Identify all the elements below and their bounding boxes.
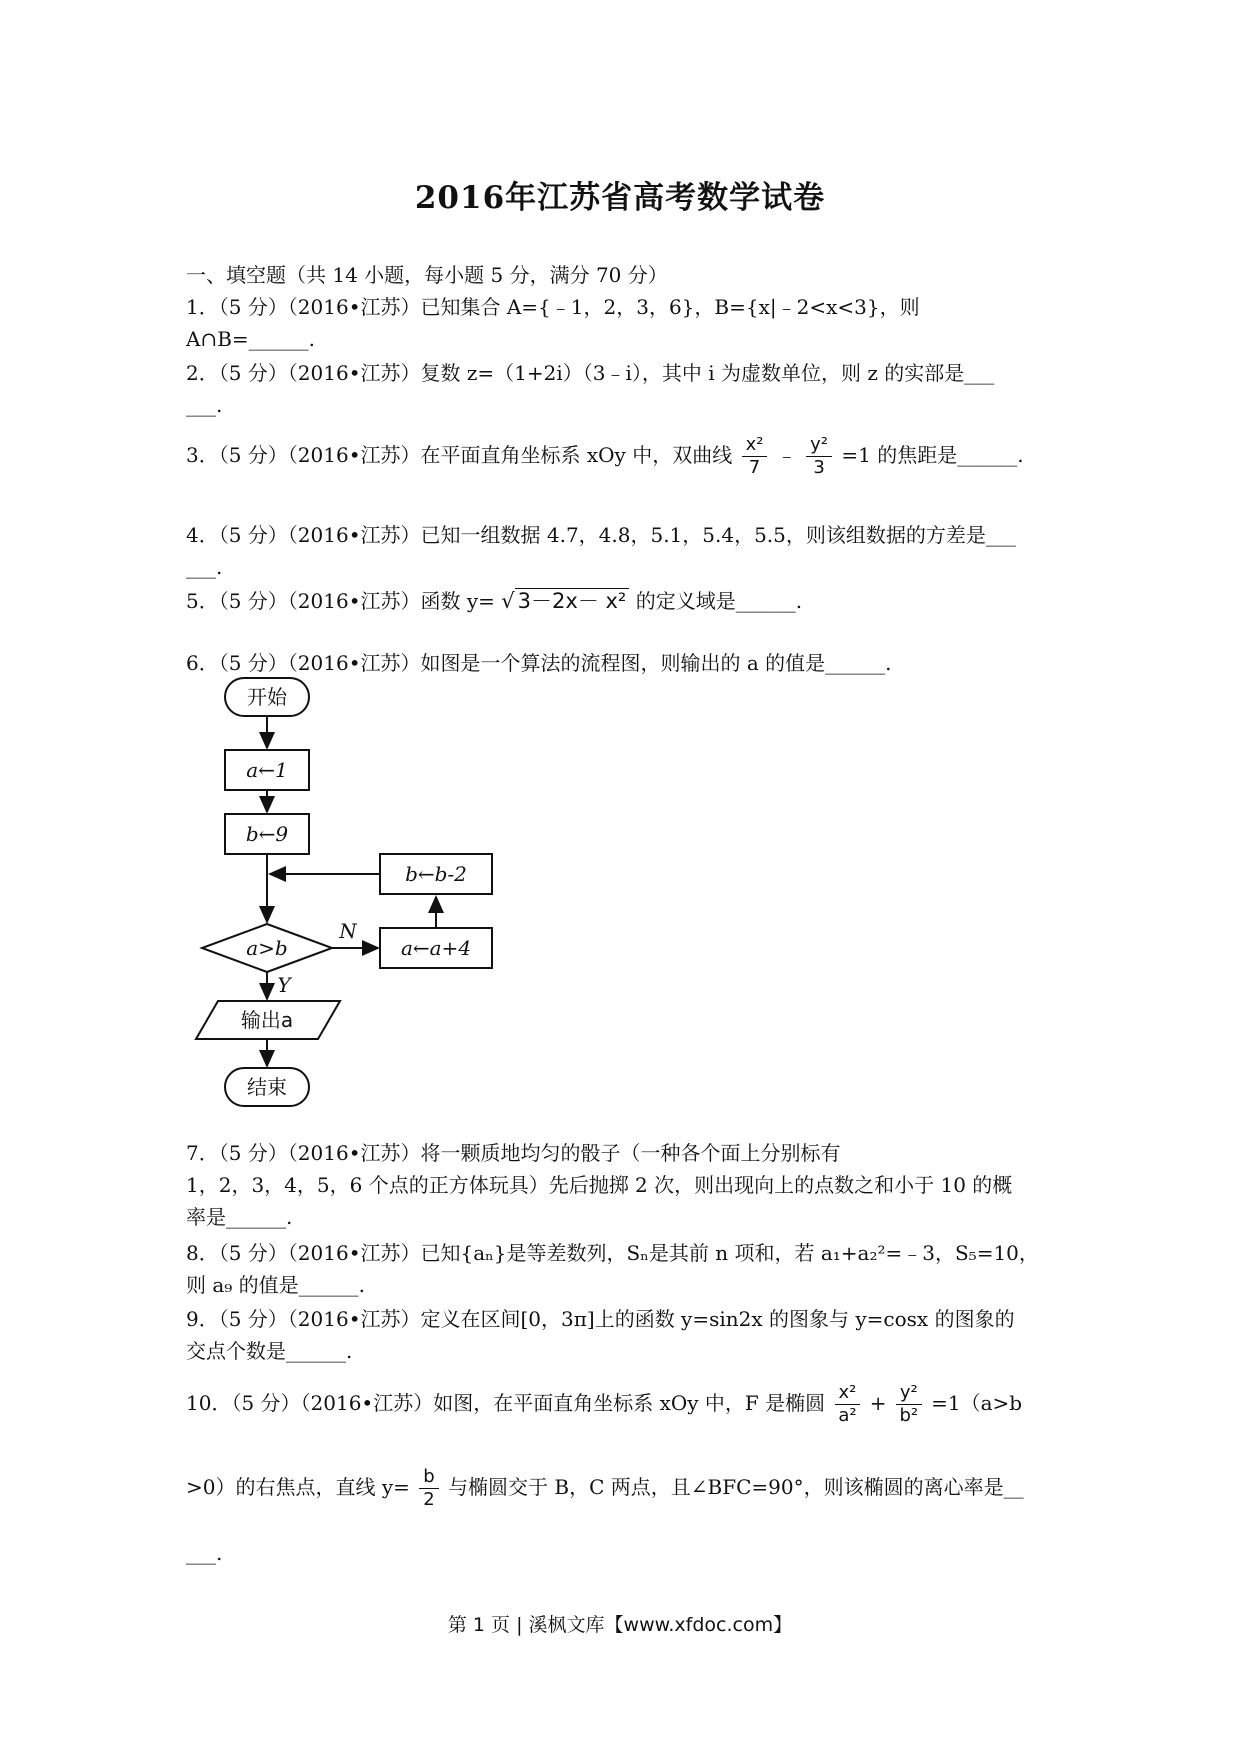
question-10-line-2 [186, 1466, 1024, 1511]
plus-sign: + [869, 1391, 887, 1415]
fraction-numerator: y² [806, 434, 832, 457]
question-8-line-2: 则 a₉ 的值是______. [186, 1273, 366, 1297]
no-branch-label: N [339, 919, 357, 943]
question-4-line-2: ___. [186, 555, 223, 579]
question-6: 6．（5 分）（2016•江苏）如图是一个算法的流程图，则输出的 a 的值是______. [186, 651, 892, 675]
fraction-denominator: 2 [423, 1489, 435, 1510]
minus-sign: ﹣ [776, 443, 797, 467]
question-7-line-2: 1，2，3，4，5，6 个点的正方体玩具）先后抛掷 2 次，则出现向上的点数之和小于 10 的概 [186, 1173, 1013, 1197]
assign-b-label: b←9 [245, 822, 289, 846]
question-7-line-3: 率是______. [186, 1205, 293, 1229]
output-label: 输出a [240, 1008, 294, 1032]
section-heading: 一、填空题（共 14 小题，每小题 5 分，满分 70 分） [186, 263, 668, 287]
condition-label: a>b [246, 936, 288, 960]
question-2-line-1: 2．（5 分）（2016•江苏）复数 z=（1+2i）（3﹣i），其中 i 为虚数单位，则 z 的实部是___ [186, 361, 995, 385]
question-1-line-2: A∩B=______. [186, 327, 316, 351]
update-b-label: b←b-2 [405, 862, 467, 886]
algorithm-flowchart [190, 676, 510, 1116]
assign-a-label: a←1 [246, 758, 288, 782]
fraction-denominator: a² [838, 1405, 857, 1426]
radicand: 3－2x－ x² [515, 588, 630, 613]
question-3-tail: =1 的焦距是______. [841, 443, 1024, 467]
page-footer: 第 1 页 | 溪枫文库【www.xfdoc.com】 [447, 1614, 793, 1636]
end-label: 结束 [247, 1075, 287, 1099]
start-label: 开始 [247, 685, 287, 709]
question-8-line-1: 8．（5 分）（2016•江苏）已知{aₙ}是等差数列，Sₙ是其前 n 项和，若 a₁+a₂²=﹣3，S₅=10， [186, 1241, 1039, 1265]
fraction-numerator: y² [896, 1382, 922, 1405]
fraction-x2-over-a2 [835, 1382, 861, 1427]
question-10-text-2: >0）的右焦点，直线 y= [186, 1475, 410, 1499]
question-10-line-3: ___. [186, 1541, 223, 1565]
fraction-denominator: 7 [748, 457, 761, 478]
fraction-numerator: x² [835, 1382, 861, 1405]
question-9-line-1: 9．（5 分）（2016•江苏）定义在区间[0，3π]上的函数 y=sin2x 的图象与 y=cosx 的图象的 [186, 1307, 1015, 1331]
fraction-b-over-2 [419, 1466, 438, 1511]
question-10-line-1 [186, 1382, 1022, 1427]
question-5-text: 5．（5 分）（2016•江苏）函数 y= [186, 589, 495, 613]
fraction-denominator: b² [899, 1405, 919, 1426]
question-5-tail: 的定义域是______. [635, 589, 803, 613]
fraction-y2-over-3 [806, 434, 832, 479]
question-9-line-2: 交点个数是______. [186, 1339, 353, 1363]
question-7-line-1: 7．（5 分）（2016•江苏）将一颗质地均匀的骰子（一种各个面上分别标有 [186, 1141, 841, 1165]
fraction-numerator: x² [742, 434, 768, 457]
question-5 [186, 588, 802, 614]
question-10-tail-2: 与椭圆交于 B，C 两点，且∠BFC=90°，则该椭圆的离心率是__ [448, 1475, 1024, 1499]
question-10-text: 10．（5 分）（2016•江苏）如图，在平面直角坐标系 xOy 中，F 是椭圆 [186, 1391, 826, 1415]
update-a-label: a←a+4 [400, 936, 472, 960]
page-title: 2016年江苏省高考数学试卷 [414, 180, 826, 216]
question-10-tail: =1（a>b [931, 1391, 1023, 1415]
question-2-line-2: ___. [186, 393, 223, 417]
question-3-text: 3．（5 分）（2016•江苏）在平面直角坐标系 xOy 中，双曲线 [186, 443, 733, 467]
question-1-line-1: 1．（5 分）（2016•江苏）已知集合 A={﹣1，2，3，6}，B={x|﹣2<x<3}，则 [186, 295, 920, 319]
question-3 [186, 434, 1024, 479]
fraction-denominator: 3 [813, 457, 825, 478]
fraction-y2-over-b2 [896, 1382, 922, 1427]
yes-branch-label: Y [277, 973, 291, 997]
question-4-line-1: 4．（5 分）（2016•江苏）已知一组数据 4.7，4.8，5.1，5.4，5.5，则该组数据的方差是___ [186, 523, 1016, 547]
square-root: √ 3－2x－ x² [501, 588, 629, 614]
fraction-x2-over-7 [742, 434, 768, 479]
fraction-numerator: b [419, 1466, 438, 1489]
